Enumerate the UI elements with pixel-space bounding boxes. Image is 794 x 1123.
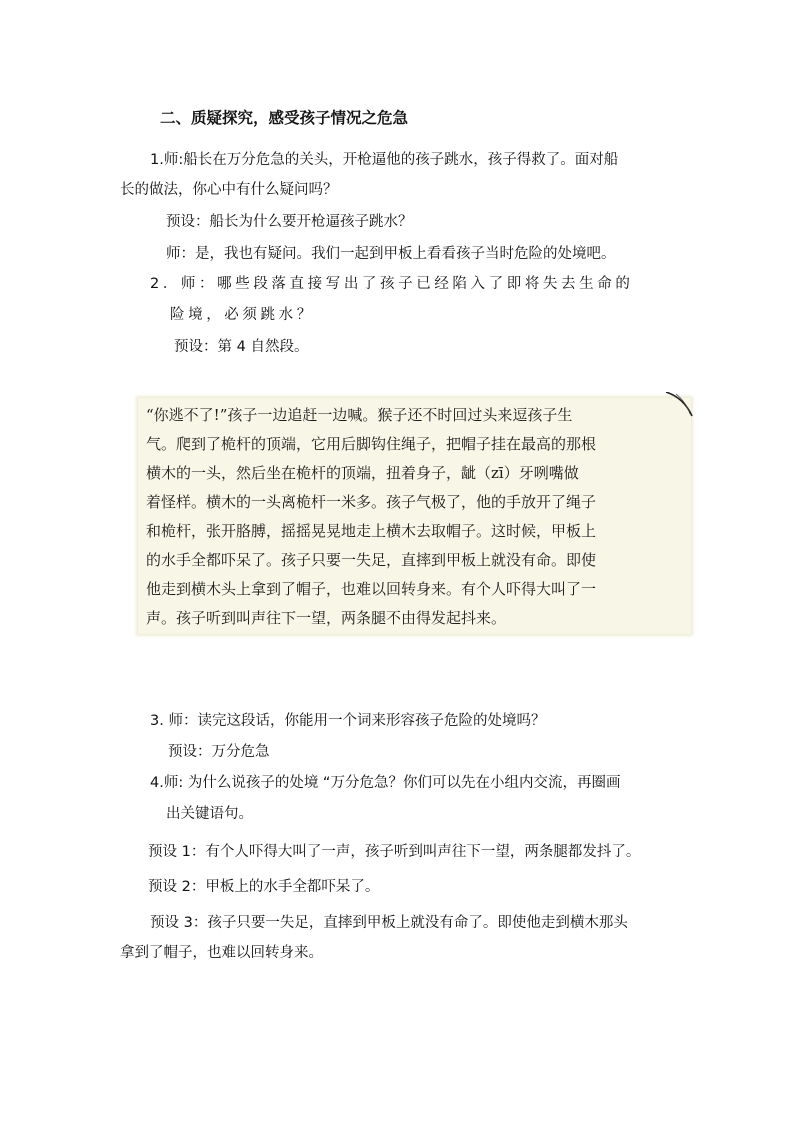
quote-line: 着怪样。横木的一头离桅杆一米多。孩子气极了，他的手放开了绳子	[146, 493, 597, 511]
section-title: 二、质疑探究，感受孩子情况之危急	[160, 109, 409, 127]
question-4-preset-2: 预设 2：甲板上的水手全都吓呆了。	[148, 879, 380, 895]
question-1-line-2: 长的做法，你心中有什么疑问吗？	[120, 182, 338, 198]
question-3-preset: 预设：万分危急	[168, 744, 270, 760]
question-2-preset: 预设：第 4 自然段。	[174, 339, 309, 355]
quote-line: 气。爬到了桅杆的顶端，它用后脚钩住绳子，把帽子挂在最高的那根	[146, 435, 597, 453]
quote-line: “你逃不了!”孩子一边追赶一边喊。猴子还不时回过头来逗孩子生	[146, 406, 573, 424]
question-4-preset-1: 预设 1：有个人吓得大叫了一声，孩子听到叫声往下一望，两条腿都发抖了。	[148, 844, 641, 860]
question-4-line-1: 4.师: 为什么说孩子的处境 “万分危急？你们可以先在小组内交流，再圈画	[150, 775, 621, 791]
quote-line: 声。孩子听到叫声往下一望，两条腿不由得发起抖来。	[146, 609, 507, 627]
question-2-line-1: 2．师：哪些段落直接写出了孩子已经陷入了即将失去生命的	[150, 276, 634, 292]
quote-line: 的水手全都吓呆了。孩子只要一失足，直摔到甲板上就没有命。即使	[146, 551, 597, 569]
quote-line: 横木的一头，然后坐在桅杆的顶端，扭着身子，龇（zī）牙咧嘴做	[146, 464, 579, 482]
quoted-passage	[138, 398, 691, 634]
corner-decoration-icon	[662, 392, 696, 422]
question-1-preset: 预设：船长为什么要开枪逼孩子跳水？	[166, 214, 413, 230]
question-1-line-1: 1.师:船长在万分危急的关头，开枪逼他的孩子跳水，孩子得救了。面对船	[150, 152, 619, 168]
question-4-preset-3-line-1: 预设 3：孩子只要一失足，直摔到甲板上就没有命了。即使他走到横木那头	[150, 915, 628, 931]
question-2-line-2: 险境，必须跳水？	[170, 307, 315, 323]
question-1-teacher-reply: 师：是，我也有疑问。我们一起到甲板上看看孩子当时危险的处境吧。	[166, 246, 616, 262]
question-3-line-1: 3. 师：读完这段话，你能用一个词来形容孩子危险的处境吗？	[150, 713, 546, 729]
quote-line: 和桅杆，张开胳膊，摇摇晃晃地走上横木去取帽子。这时候，甲板上	[146, 522, 597, 540]
question-4-preset-3-line-2: 拿到了帽子，也难以回转身来。	[120, 945, 323, 961]
quote-line: 他走到横木头上拿到了帽子，也难以回转身来。有个人吓得大叫了一	[146, 580, 597, 598]
question-4-line-2: 出关键语句。	[166, 806, 253, 822]
